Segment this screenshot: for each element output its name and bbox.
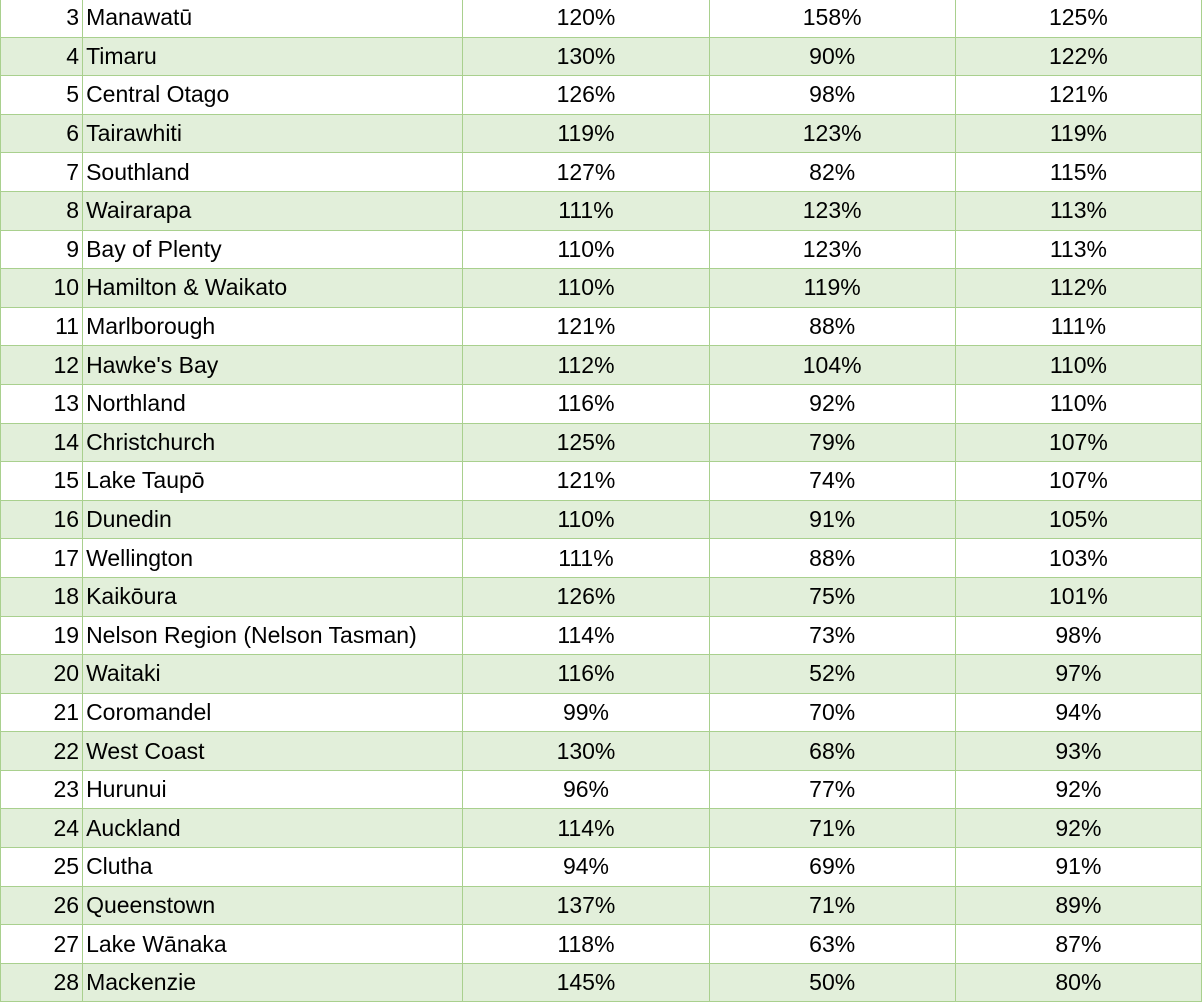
value-cell-2[interactable]: 123% xyxy=(709,191,955,230)
value-cell-1[interactable]: 112% xyxy=(463,346,709,385)
table-row xyxy=(1,732,1202,771)
value-cell-1[interactable]: 99% xyxy=(463,693,709,732)
region-name-cell[interactable]: Queenstown xyxy=(83,886,463,925)
value-cell-3[interactable]: 110% xyxy=(955,384,1201,423)
region-name-cell[interactable]: Southland xyxy=(83,153,463,192)
value-cell-3[interactable]: 98% xyxy=(955,616,1201,655)
rank-cell[interactable]: 10 xyxy=(1,269,83,308)
value-cell-3[interactable]: 111% xyxy=(955,307,1201,346)
value-cell-1[interactable]: 119% xyxy=(463,114,709,153)
region-name-cell[interactable]: Dunedin xyxy=(83,500,463,539)
table-row xyxy=(1,963,1202,1002)
region-name-cell[interactable]: Timaru xyxy=(83,37,463,76)
value-cell-3[interactable]: 105% xyxy=(955,500,1201,539)
value-cell-1[interactable]: 118% xyxy=(463,925,709,964)
region-name-cell[interactable]: Christchurch xyxy=(83,423,463,462)
value-cell-3[interactable]: 115% xyxy=(955,153,1201,192)
value-cell-2[interactable]: 52% xyxy=(709,655,955,694)
table-row xyxy=(1,693,1202,732)
value-cell-3[interactable]: 80% xyxy=(955,963,1201,1002)
value-cell-2[interactable]: 68% xyxy=(709,732,955,771)
value-cell-2[interactable]: 88% xyxy=(709,307,955,346)
rank-cell[interactable]: 28 xyxy=(1,963,83,1002)
value-cell-2[interactable]: 104% xyxy=(709,346,955,385)
rank-cell[interactable]: 15 xyxy=(1,462,83,501)
table-row xyxy=(1,37,1202,76)
value-cell-1[interactable]: 130% xyxy=(463,37,709,76)
value-cell-2[interactable]: 123% xyxy=(709,114,955,153)
table-row xyxy=(1,886,1202,925)
table-row xyxy=(1,0,1202,37)
region-name-cell[interactable]: Wairarapa xyxy=(83,191,463,230)
rank-cell[interactable]: 18 xyxy=(1,577,83,616)
region-name-cell[interactable]: Wellington xyxy=(83,539,463,578)
rank-cell[interactable]: 11 xyxy=(1,307,83,346)
rank-cell[interactable]: 16 xyxy=(1,500,83,539)
value-cell-3[interactable]: 107% xyxy=(955,423,1201,462)
table-row xyxy=(1,114,1202,153)
region-name-cell[interactable]: West Coast xyxy=(83,732,463,771)
value-cell-1[interactable]: 110% xyxy=(463,230,709,269)
table-row xyxy=(1,655,1202,694)
value-cell-2[interactable]: 158% xyxy=(709,0,955,37)
value-cell-2[interactable]: 92% xyxy=(709,384,955,423)
value-cell-3[interactable]: 121% xyxy=(955,76,1201,115)
rank-cell[interactable]: 3 xyxy=(1,0,83,37)
region-name-cell[interactable]: Hamilton & Waikato xyxy=(83,269,463,308)
value-cell-1[interactable]: 114% xyxy=(463,616,709,655)
value-cell-1[interactable]: 111% xyxy=(463,539,709,578)
value-cell-2[interactable]: 63% xyxy=(709,925,955,964)
table-row xyxy=(1,230,1202,269)
region-name-cell[interactable]: Clutha xyxy=(83,848,463,887)
value-cell-3[interactable]: 119% xyxy=(955,114,1201,153)
value-cell-1[interactable]: 127% xyxy=(463,153,709,192)
region-name-cell[interactable]: Coromandel xyxy=(83,693,463,732)
region-name-cell[interactable]: Central Otago xyxy=(83,76,463,115)
value-cell-1[interactable]: 116% xyxy=(463,384,709,423)
region-name-cell[interactable]: Hurunui xyxy=(83,770,463,809)
table-row xyxy=(1,384,1202,423)
value-cell-1[interactable]: 145% xyxy=(463,963,709,1002)
value-cell-2[interactable]: 71% xyxy=(709,809,955,848)
table-row xyxy=(1,269,1202,308)
region-name-cell[interactable]: Lake Taupō xyxy=(83,462,463,501)
value-cell-1[interactable]: 111% xyxy=(463,191,709,230)
value-cell-1[interactable]: 114% xyxy=(463,809,709,848)
rank-cell[interactable]: 24 xyxy=(1,809,83,848)
region-name-cell[interactable]: Northland xyxy=(83,384,463,423)
rank-cell[interactable]: 13 xyxy=(1,384,83,423)
rank-cell[interactable]: 14 xyxy=(1,423,83,462)
value-cell-3[interactable]: 125% xyxy=(955,0,1201,37)
value-cell-1[interactable]: 110% xyxy=(463,500,709,539)
table-row xyxy=(1,76,1202,115)
rank-cell[interactable]: 19 xyxy=(1,616,83,655)
value-cell-3[interactable]: 92% xyxy=(955,809,1201,848)
rank-cell[interactable]: 4 xyxy=(1,37,83,76)
value-cell-3[interactable]: 92% xyxy=(955,770,1201,809)
value-cell-2[interactable]: 98% xyxy=(709,76,955,115)
table-row xyxy=(1,616,1202,655)
value-cell-2[interactable]: 69% xyxy=(709,848,955,887)
value-cell-1[interactable]: 121% xyxy=(463,462,709,501)
table-row xyxy=(1,191,1202,230)
region-name-cell[interactable]: Hawke's Bay xyxy=(83,346,463,385)
table-row xyxy=(1,809,1202,848)
table-row xyxy=(1,153,1202,192)
value-cell-1[interactable]: 126% xyxy=(463,577,709,616)
value-cell-2[interactable]: 50% xyxy=(709,963,955,1002)
value-cell-1[interactable]: 116% xyxy=(463,655,709,694)
table-row xyxy=(1,462,1202,501)
value-cell-3[interactable]: 122% xyxy=(955,37,1201,76)
value-cell-3[interactable]: 110% xyxy=(955,346,1201,385)
region-name-cell[interactable]: Tairawhiti xyxy=(83,114,463,153)
value-cell-2[interactable]: 75% xyxy=(709,577,955,616)
table-row xyxy=(1,577,1202,616)
table-row xyxy=(1,539,1202,578)
rank-cell[interactable]: 5 xyxy=(1,76,83,115)
region-name-cell[interactable]: Lake Wānaka xyxy=(83,925,463,964)
value-cell-3[interactable]: 89% xyxy=(955,886,1201,925)
value-cell-3[interactable]: 97% xyxy=(955,655,1201,694)
value-cell-1[interactable]: 110% xyxy=(463,269,709,308)
region-name-cell[interactable]: Bay of Plenty xyxy=(83,230,463,269)
value-cell-2[interactable]: 70% xyxy=(709,693,955,732)
value-cell-2[interactable]: 90% xyxy=(709,37,955,76)
table-row xyxy=(1,423,1202,462)
value-cell-1[interactable]: 126% xyxy=(463,76,709,115)
table-row xyxy=(1,307,1202,346)
rank-cell[interactable]: 9 xyxy=(1,230,83,269)
rank-cell[interactable]: 27 xyxy=(1,925,83,964)
value-cell-2[interactable]: 91% xyxy=(709,500,955,539)
value-cell-2[interactable]: 79% xyxy=(709,423,955,462)
value-cell-2[interactable]: 73% xyxy=(709,616,955,655)
value-cell-2[interactable]: 119% xyxy=(709,269,955,308)
value-cell-2[interactable]: 88% xyxy=(709,539,955,578)
value-cell-2[interactable]: 77% xyxy=(709,770,955,809)
region-name-cell[interactable]: Mackenzie xyxy=(83,963,463,1002)
rank-cell[interactable]: 23 xyxy=(1,770,83,809)
value-cell-1[interactable]: 121% xyxy=(463,307,709,346)
table-body xyxy=(1,0,1202,1002)
rank-cell[interactable]: 7 xyxy=(1,153,83,192)
rank-cell[interactable]: 20 xyxy=(1,655,83,694)
value-cell-1[interactable]: 130% xyxy=(463,732,709,771)
value-cell-1[interactable]: 120% xyxy=(463,0,709,37)
table-row xyxy=(1,346,1202,385)
region-name-cell[interactable]: Manawatū xyxy=(83,0,463,37)
rank-cell[interactable]: 8 xyxy=(1,191,83,230)
table-row xyxy=(1,770,1202,809)
region-name-cell[interactable]: Marlborough xyxy=(83,307,463,346)
value-cell-3[interactable]: 112% xyxy=(955,269,1201,308)
rank-cell[interactable]: 22 xyxy=(1,732,83,771)
value-cell-3[interactable]: 93% xyxy=(955,732,1201,771)
table-row xyxy=(1,925,1202,964)
table-row xyxy=(1,500,1202,539)
value-cell-2[interactable]: 71% xyxy=(709,886,955,925)
value-cell-3[interactable]: 101% xyxy=(955,577,1201,616)
region-name-cell[interactable]: Kaikōura xyxy=(83,577,463,616)
rank-cell[interactable]: 6 xyxy=(1,114,83,153)
value-cell-1[interactable]: 96% xyxy=(463,770,709,809)
value-cell-3[interactable]: 103% xyxy=(955,539,1201,578)
table-row xyxy=(1,848,1202,887)
value-cell-1[interactable]: 125% xyxy=(463,423,709,462)
value-cell-3[interactable]: 113% xyxy=(955,230,1201,269)
value-cell-2[interactable]: 123% xyxy=(709,230,955,269)
region-name-cell[interactable]: Waitaki xyxy=(83,655,463,694)
region-name-cell[interactable]: Auckland xyxy=(83,809,463,848)
value-cell-3[interactable]: 94% xyxy=(955,693,1201,732)
value-cell-2[interactable]: 82% xyxy=(709,153,955,192)
value-cell-2[interactable]: 74% xyxy=(709,462,955,501)
region-name-cell[interactable]: Nelson Region (Nelson Tasman) xyxy=(83,616,463,655)
value-cell-1[interactable]: 94% xyxy=(463,848,709,887)
rank-cell[interactable]: 12 xyxy=(1,346,83,385)
value-cell-3[interactable]: 107% xyxy=(955,462,1201,501)
rank-cell[interactable]: 25 xyxy=(1,848,83,887)
value-cell-3[interactable]: 91% xyxy=(955,848,1201,887)
value-cell-1[interactable]: 137% xyxy=(463,886,709,925)
rank-cell[interactable]: 26 xyxy=(1,886,83,925)
rank-cell[interactable]: 21 xyxy=(1,693,83,732)
value-cell-3[interactable]: 113% xyxy=(955,191,1201,230)
rank-cell[interactable]: 17 xyxy=(1,539,83,578)
value-cell-3[interactable]: 87% xyxy=(955,925,1201,964)
